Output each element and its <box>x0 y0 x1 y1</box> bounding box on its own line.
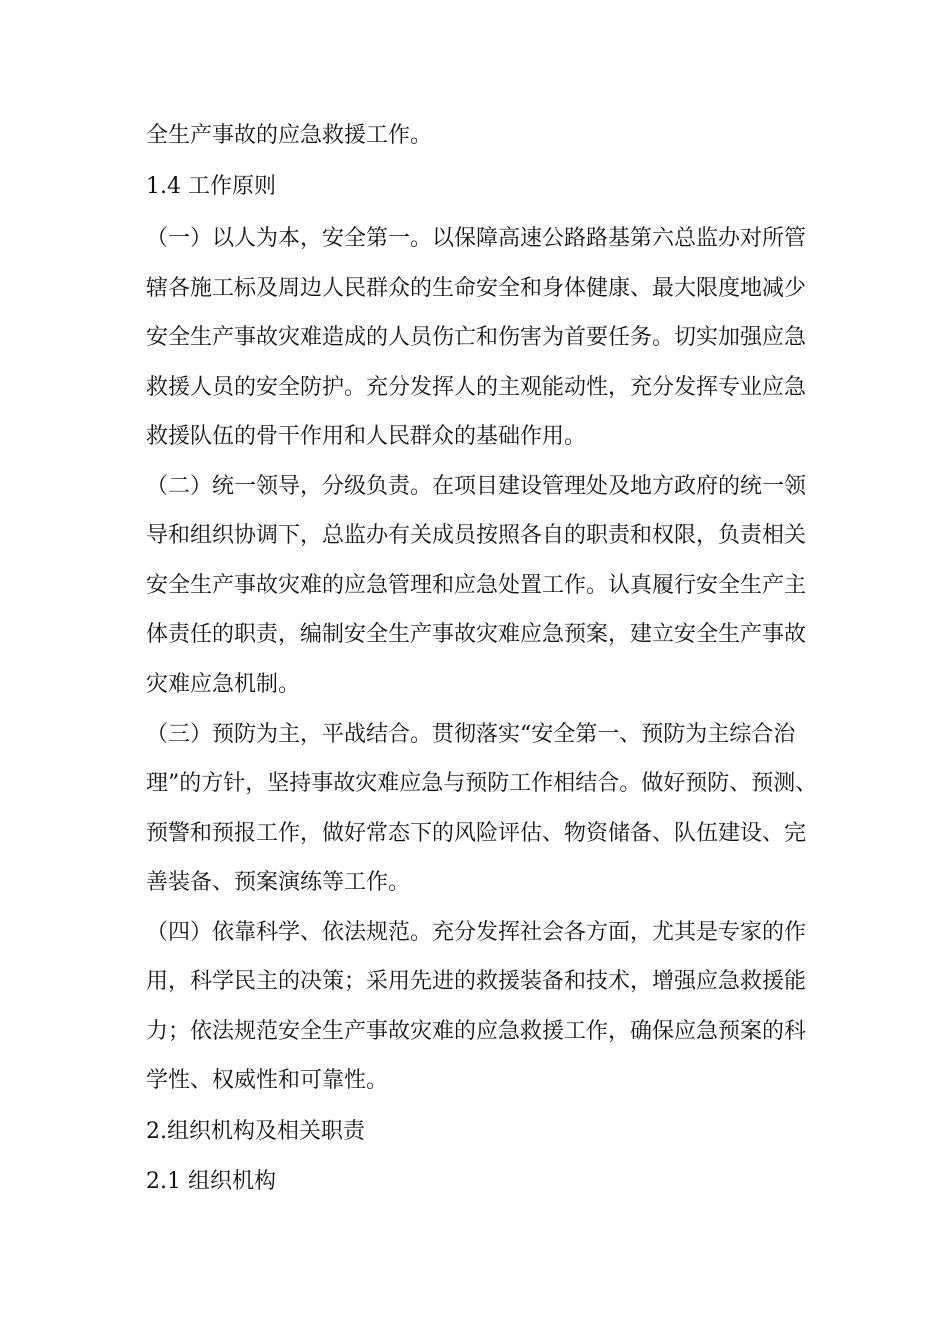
section-heading: 2.组织机构及相关职责 <box>146 1119 365 1144</box>
text-line: 导和组织协调下，总监办有关成员按照各自的职责和权限，负责相关 <box>146 523 807 548</box>
text-line: （一）以人为本，安全第一。以保障高速公路路基第六总监办对所管 <box>146 226 807 251</box>
text-line: 灾难应急机制。 <box>146 672 301 697</box>
text-line: 体责任的职责，编制安全生产事故灾难应急预案，建立安全生产事故 <box>146 622 807 647</box>
text-line: （四）依靠科学、依法规范。充分发挥社会各方面，尤其是专家的作 <box>146 920 807 945</box>
text-line: （二）统一领导，分级负责。在项目建设管理处及地方政府的统一领 <box>146 474 807 499</box>
section-heading: 1.4 工作原则 <box>146 174 276 199</box>
text-line: 安全生产事故灾难造成的人员伤亡和伤害为首要任务。切实加强应急 <box>146 325 807 350</box>
text-line: 安全生产事故灾难的应急管理和应急处置工作。认真履行安全生产主 <box>146 573 807 598</box>
text-line: 救援人员的安全防护。充分发挥人的主观能动性，充分发挥专业应急 <box>146 375 807 400</box>
text-line: 用，科学民主的决策；采用先进的救援装备和技术，增强应急救援能 <box>146 969 807 994</box>
text-line: 全生产事故的应急救援工作。 <box>146 123 433 148</box>
text-line: 力；依法规范安全生产事故灾难的应急救援工作，确保应急预案的科 <box>146 1019 807 1044</box>
text-line: 善装备、预案演练等工作。 <box>146 870 411 895</box>
text-line: 救援队伍的骨干作用和人民群众的基础作用。 <box>146 424 587 449</box>
text-line: 学性、权威性和可靠性。 <box>146 1068 389 1093</box>
text-line: 辖各施工标及周边人民群众的生命安全和身体健康、最大限度地减少 <box>146 276 807 301</box>
text-line: （三）预防为主，平战结合。贯彻落实“安全第一、预防为主综合治 <box>146 722 796 747</box>
section-heading: 2.1 组织机构 <box>146 1169 276 1194</box>
text-line: 预警和预报工作，做好常态下的风险评估、物资储备、队伍建设、完 <box>146 821 807 846</box>
text-line: 理”的方针，坚持事故灾难应急与预防工作相结合。做好预防、预测、 <box>146 771 818 796</box>
